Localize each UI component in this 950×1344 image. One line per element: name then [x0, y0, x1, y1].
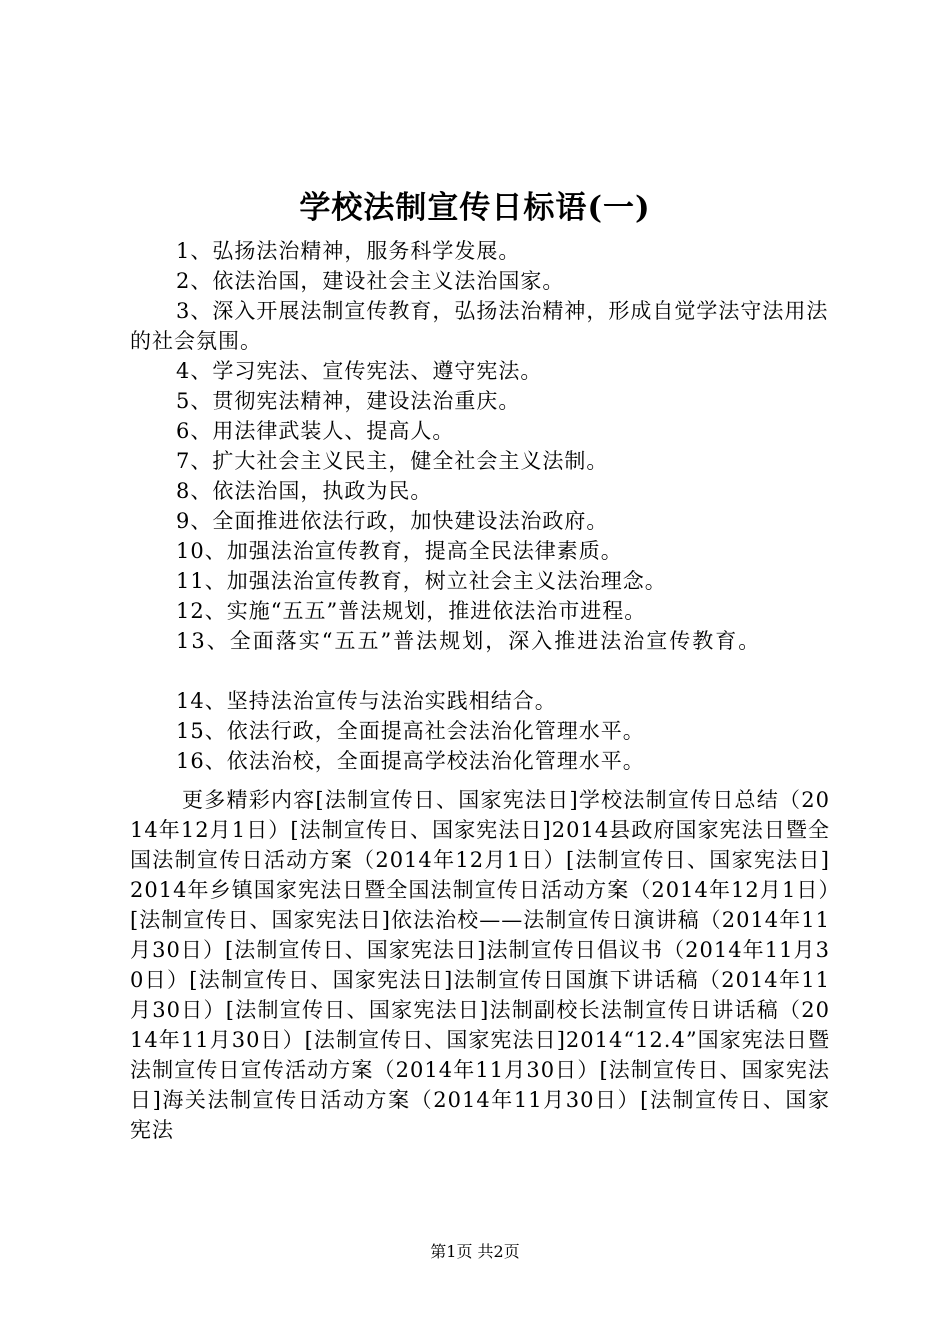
more-content-paragraph: 更多精彩内容[法制宣传日、国家宪法日]学校法制宣传日总结（2014年12月1日）[法制宣传日、国家宪法日]2014县政府国家宪法日暨全国法制宣传日活动方案（2014年12月1日）[法制宣传日、国家宪法日]2014年乡镇国家宪法日暨全国法制宣传日活动方案（2014年12月1日）[法制宣传日、国家宪法日]依法治校——法制宣传日演讲稿（2014年11月30日）[法制宣传日、国家宪法日]法制宣传日倡议书（2014年11月30日）[法制宣传日、国家宪法日]法制宣传日国旗下讲话稿（2014年11月30日）[法制宣传日、国家宪法日]法制副校长法制宣传日讲话稿（2014年11月30日）[法制宣传日、国家宪法日]2014“12.4”国家宪法日暨法制宣传日宣传活动方案（2014年11月30日）[法制宣传日、国家宪法日]海关法制宣传日活动方案（2014年11月30日）[法制宣传日、国家宪法 — [130, 788, 830, 1142]
slogan-list — [130, 236, 850, 776]
slogan-item: 5、贯彻宪法精神，建设法治重庆。 — [176, 389, 521, 413]
slogan-item: 14、坚持法治宣传与法治实践相结合。 — [176, 689, 557, 713]
slogan-item: 4、学习宪法、宣传宪法、遵守宪法。 — [176, 359, 543, 383]
slogan-item: 7、扩大社会主义民主，健全社会主义法制。 — [176, 449, 609, 473]
slogan-item: 13、全面落实“五五”普法规划，深入推进法治宣传教育。 — [176, 629, 762, 653]
slogan-item: 11、加强法治宣传教育，树立社会主义法治理念。 — [176, 569, 667, 593]
slogan-item: 10、加强法治宣传教育，提高全民法律素质。 — [176, 539, 623, 563]
slogan-item: 2、依法治国，建设社会主义法治国家。 — [176, 269, 565, 293]
slogan-item: 16、依法治校，全面提高学校法治化管理水平。 — [176, 749, 645, 773]
slogan-item: 3、深入开展法制宣传教育，弘扬法治精神，形成自觉学法守法用法的社会氛围。 — [130, 299, 829, 353]
slogan-item: 1、弘扬法治精神，服务科学发展。 — [176, 239, 521, 263]
slogan-item: 15、依法行政，全面提高社会法治化管理水平。 — [176, 719, 645, 743]
document-title: 学校法制宣传日标语(一) — [299, 190, 651, 226]
slogan-item: 12、实施“五五”普法规划，推进依法治市进程。 — [176, 599, 647, 623]
page-number-footer: 第1页 共2页 — [430, 1242, 520, 1261]
slogan-item: 9、全面推进依法行政，加快建设法治政府。 — [176, 509, 609, 533]
slogan-item: 6、用法律武装人、提高人。 — [176, 419, 455, 443]
slogan-item: 8、依法治国，执政为民。 — [176, 479, 433, 503]
